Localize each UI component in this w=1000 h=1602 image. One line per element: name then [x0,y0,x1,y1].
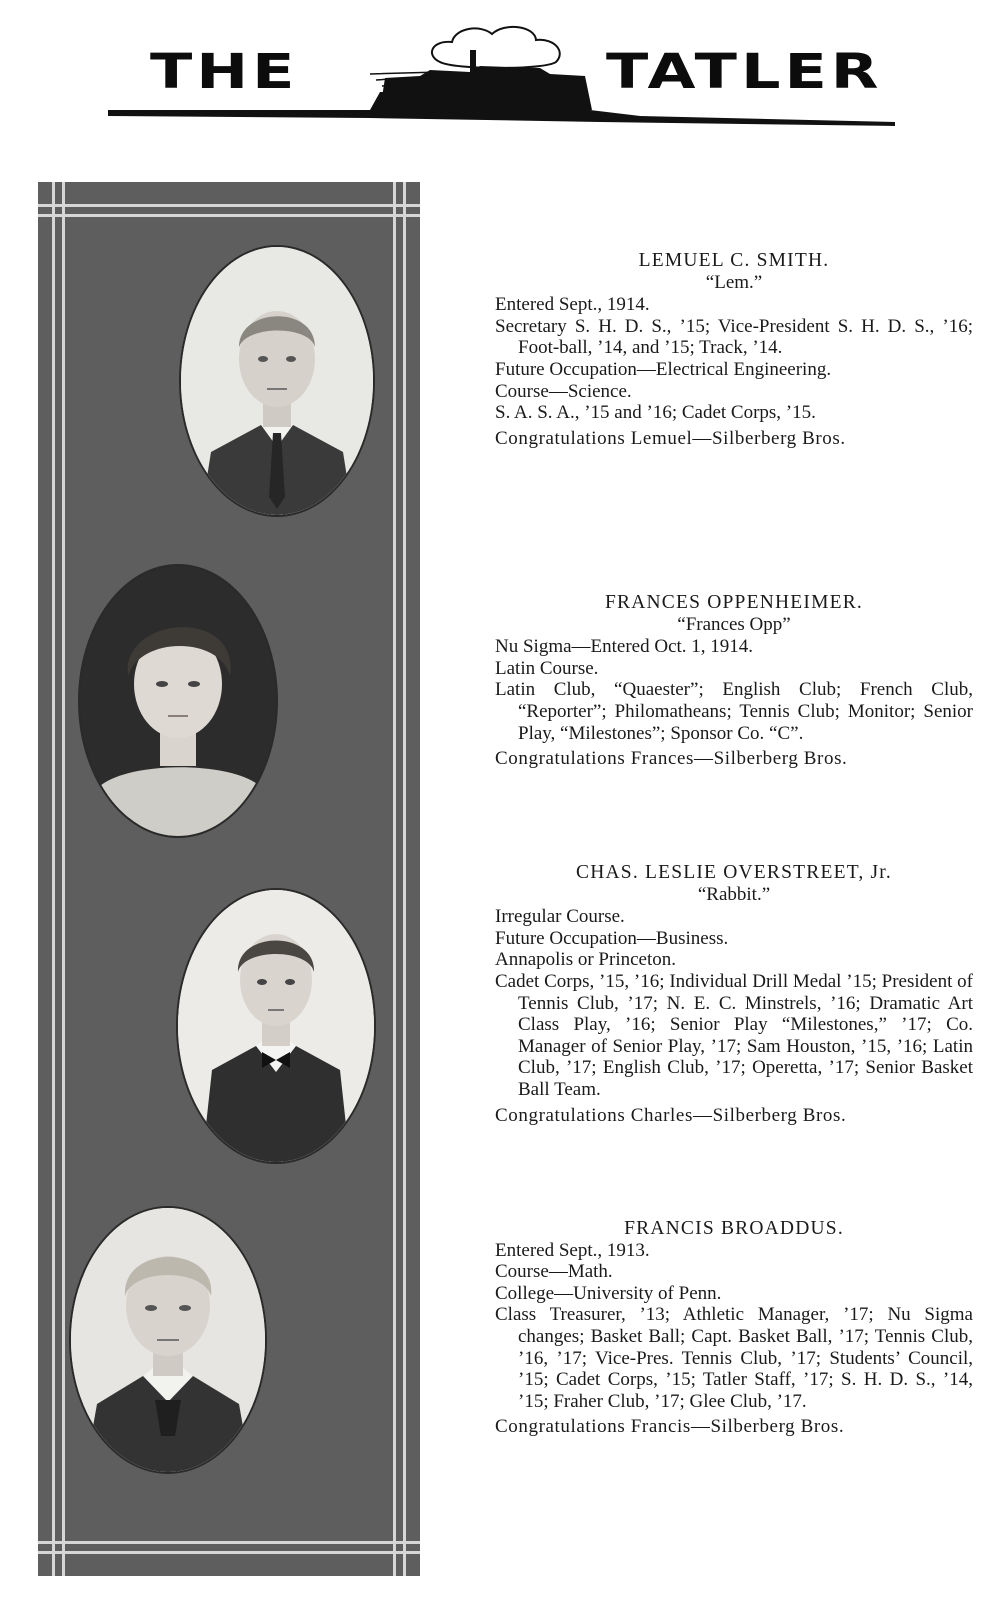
border-line [38,1551,420,1554]
biography-line: Nu Sigma—Entered Oct. 1, 1914. [495,636,754,658]
portrait-photo [80,566,276,836]
border-line [52,182,55,1576]
student-name: CHAS. LESLIE OVERSTREET, Jr. [576,862,892,883]
biography-entry [495,862,973,1126]
portrait-strip [38,182,420,1576]
masthead [0,0,1000,140]
portrait-photo [178,890,374,1162]
student-nickname: “Rabbit.” [697,883,771,905]
congratulations-line: Congratulations Francis—Silberberg Bros. [495,1416,845,1438]
biography-line: Entered Sept., 1913. [495,1239,650,1261]
border-line [403,182,406,1576]
border-line [62,182,65,1576]
border-line [38,1541,420,1544]
portrait-chas-overstreet [176,888,376,1164]
student-name: LEMUEL C. SMITH. [638,250,830,271]
border-line [393,182,396,1576]
biography-line: Irregular Course. [495,906,625,928]
congratulations-line: Congratulations Lemuel—Silberberg Bros. [495,427,846,449]
congratulations-line: Congratulations Frances—Silberberg Bros. [495,748,848,770]
masthead-word-left: THE [150,42,299,100]
portrait-francis-broaddus [69,1206,267,1474]
biography-entry [495,250,973,449]
portrait-photo [181,247,373,515]
biography-line: S. A. S. A., ’15 and ’16; Cadet Corps, ’15. [495,402,816,424]
biography-line: Class Treasurer, ’13; Athletic Manager, ’17; Nu Sigma changes; Basket Ball; Capt. Basket Ball, ’17; Tennis Club, ’16, ’17; Vice-Pres. Tennis Club, ’17; Students’ Council, ’15; Cadet Corps, ’15; Tatler Staff, ’17; S. H. D. S., ’14, ’15; Fraher Club, ’17; Glee Club, ’17. [495,1304,973,1412]
biography-line: Future Occupation—Electrical Engineering. [495,358,832,380]
biography-line: Future Occupation—Business. [495,927,729,949]
student-nickname: “Lem.” [705,271,763,293]
masthead-word-right: TATLER [606,42,883,100]
biography-entry [495,1218,973,1438]
biography-line: Secretary S. H. D. S., ’15; Vice-President S. H. D. S., ’16; Foot-ball, ’14, and ’15; Track, ’14. [495,315,973,359]
congratulations-line: Congratulations Charles—Silberberg Bros. [495,1104,847,1126]
biography-line: Course—Math. [495,1261,613,1283]
border-line [38,214,420,217]
border-line [38,204,420,207]
biography-line: Latin Club, “Quaester”; English Club; French Club, “Reporter”; Philomatheans; Tennis Club; Monitor; Senior Play, “Milestones”; Sponsor Co. “C”. [495,679,973,744]
portrait-lemuel-smith [179,245,375,517]
biography-line: Cadet Corps, ’15, ’16; Individual Drill Medal ’15; President of Tennis Club, ’17; N. E. C. Minstrels, ’16; Dramatic Art Class Play, ’16; Senior Play “Milestones,” ’17; Co. Manager of Senior Play, ’17; Sam Houston, ’15, ’16; Latin Club, ’17; English Club, ’17; Operetta, ’17; Senior Basket Ball Team. [495,970,973,1100]
biography-line: Latin Course. [495,657,599,679]
biography-entry [495,592,973,770]
biography-line: Entered Sept., 1914. [495,294,650,316]
student-name: FRANCIS BROADDUS. [624,1218,844,1239]
biography-line: College—University of Penn. [495,1282,722,1304]
biography-line: Course—Science. [495,380,632,402]
portrait-frances-oppenheimer [78,564,278,838]
biography-line: Annapolis or Princeton. [495,949,677,971]
student-name: FRANCES OPPENHEIMER. [604,592,864,613]
portrait-photo [71,1208,265,1472]
student-nickname: “Frances Opp” [677,613,791,635]
